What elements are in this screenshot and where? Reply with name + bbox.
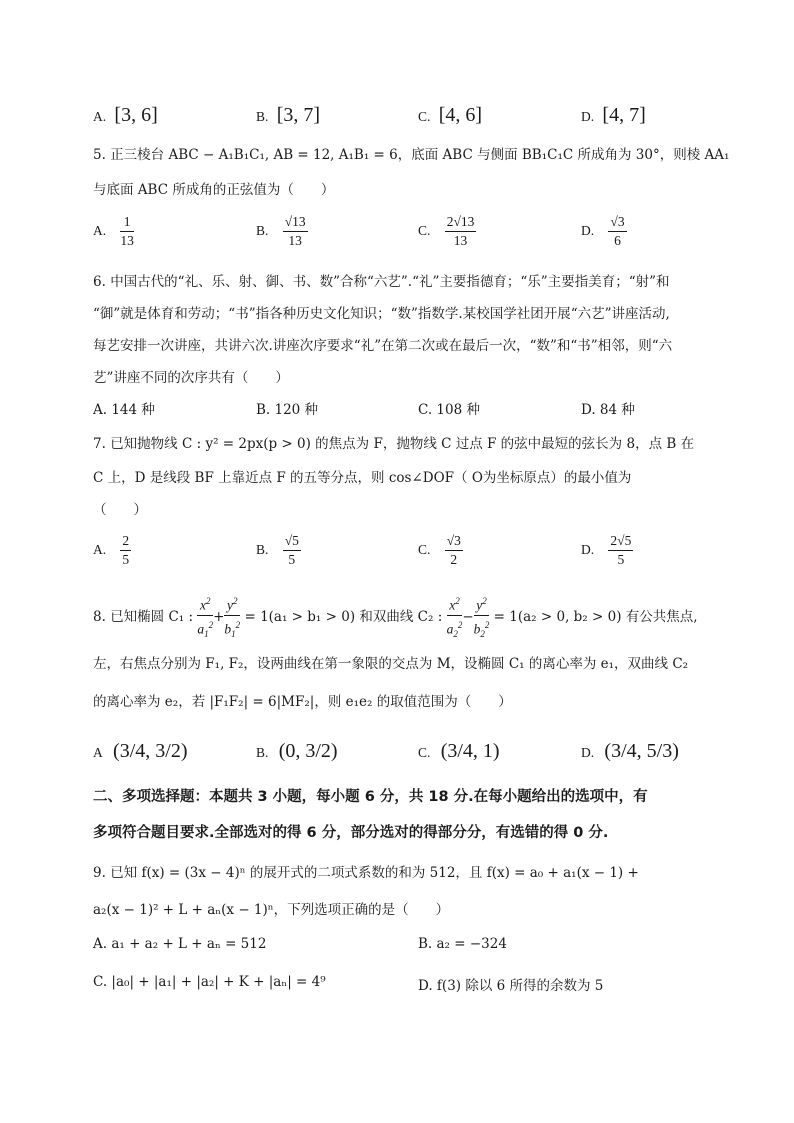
q7-line2: C 上，D 是线段 BF 上靠近点 F 的五等分点，则 cos∠DOF（ O为坐标原点）的最小值为 bbox=[93, 470, 632, 486]
q7-option-d: D. $\frac{2√5}{5}$ bbox=[581, 533, 632, 567]
q6-line4: 艺”讲座不同的次序共有（ ） bbox=[93, 370, 289, 386]
q4-option-a: A. [3, 6] bbox=[93, 104, 158, 126]
q7-option-d-fraction: $\frac{2√5}{5}$ bbox=[610, 533, 632, 567]
q8-hyperbola-term-x: $\frac{x^2}{a_2^2}$ bbox=[447, 592, 463, 643]
q6-option-d: D. 84 种 bbox=[581, 402, 635, 418]
q5-option-c: C. $\frac{2√13}{13}$ bbox=[418, 214, 475, 248]
q7-option-c-fraction: $\frac{√3}{2}$ bbox=[446, 533, 461, 567]
q8-option-b: B. (0, 3/2) bbox=[256, 740, 338, 762]
q4-option-d: D. [4, 7] bbox=[581, 104, 646, 126]
section2-heading-line1: 二、多项选择题：本题共 3 小题，每小题 6 分，共 18 分.在每小题给出的选项中，有 bbox=[93, 789, 648, 805]
q7-number: 7. bbox=[93, 436, 106, 452]
q4-option-a-value: [3, 6] bbox=[114, 104, 158, 126]
q6-number: 6. bbox=[93, 274, 106, 290]
section2-heading-line2: 多项符合题目要求.全部选对的得 6 分，部分选对的得部分分，有选错的得 0 分. bbox=[93, 825, 609, 841]
q6-option-c: C. 108 种 bbox=[418, 402, 480, 418]
q7-option-a: A. $\frac{2}{5}$ bbox=[93, 533, 130, 567]
q6-line2: “御”就是体育和劳动；“书”指各种历史文化知识；“数”指数学.某校国学社团开展“六艺”讲座活动, bbox=[93, 306, 670, 322]
q8-ellipse-term-x: $\frac{x^2}{a_1^2}$ bbox=[197, 592, 213, 643]
q4-option-d-value: [4, 7] bbox=[602, 104, 646, 126]
q8-line1: 8. 已知椭圆 C₁ : $\frac{x^2}{a_1^2}$ + $\frac{y^2}{b_1^2}$ = 1(a₁ > b₁ > 0) 和双曲线 C₂ : $\frac{x^2}{a_2^2}$ − $\frac{y^2}{b_2^2}$ = 1(a₂ > 0, b₂ > 0) 有公共焦点, bbox=[93, 592, 698, 643]
q8-option-d: D. (3/4, 5/3) bbox=[581, 740, 679, 762]
q5-text-1: 正三棱台 ABC − A₁B₁C₁, AB = 12, A₁B₁ = 6，底面 ABC 与侧面 BB₁C₁C 所成角为 30°，则棱 AA₁ bbox=[110, 147, 730, 163]
q7-option-a-fraction: $\frac{2}{5}$ bbox=[122, 533, 130, 567]
q6-line1: 6. 中国古代的“礼、乐、射、御、书、数”合称“六艺”.“礼”主要指德育；“乐”主要指美育；“射”和 bbox=[93, 274, 670, 290]
q9-number: 9. bbox=[93, 865, 106, 881]
q8-option-a: A (3/4, 3/2) bbox=[93, 740, 188, 762]
q9-option-b: B. a₂ = −324 bbox=[418, 936, 507, 952]
q4-option-b-value: [3, 7] bbox=[276, 104, 321, 126]
q7-option-b-fraction: $\frac{√5}{5}$ bbox=[284, 533, 299, 567]
q5-option-d-fraction: $\frac{√3}{6}$ bbox=[610, 214, 625, 248]
q5-option-b: B. $\frac{√13}{13}$ bbox=[256, 214, 306, 248]
q8-line3: 的离心率为 e₂，若 |F₁F₂| = 6|MF₂|，则 e₁e₂ 的取值范围为（ ） bbox=[93, 694, 512, 710]
q8-hyperbola-term-y: $\frac{y^2}{b_2^2}$ bbox=[474, 592, 490, 643]
q4-option-b: B. [3, 7] bbox=[256, 104, 321, 126]
q5-option-b-fraction: $\frac{√13}{13}$ bbox=[284, 214, 306, 248]
q7-line1: 7. 已知抛物线 C : y² = 2px(p > 0) 的焦点为 F，抛物线 C 过点 F 的弦中最短的弦长为 8，点 B 在 bbox=[93, 436, 695, 452]
q5-option-c-fraction: $\frac{2√13}{13}$ bbox=[446, 214, 475, 248]
q5-option-d: D. $\frac{√3}{6}$ bbox=[581, 214, 625, 248]
q6-option-b: B. 120 种 bbox=[256, 402, 319, 418]
q4-option-c-value: [4, 6] bbox=[438, 104, 483, 126]
q5-option-a-fraction: $\frac{1}{13}$ bbox=[120, 214, 134, 248]
q8-number: 8. bbox=[93, 608, 106, 625]
q7-option-c: C. $\frac{√3}{2}$ bbox=[418, 533, 461, 567]
q5-number: 5. bbox=[93, 147, 106, 163]
q9-option-a: A. a₁ + a₂ + L + aₙ = 512 bbox=[93, 936, 267, 952]
q6-line3: 每艺安排一次讲座，共讲六次.讲座次序要求“礼”在第二次或在最后一次，“数”和“书”相邻，则“六 bbox=[93, 338, 673, 354]
q8-line2: 左，右焦点分别为 F₁, F₂，设两曲线在第一象限的交点为 M，设椭圆 C₁ 的离心率为 e₁，双曲线 C₂ bbox=[93, 656, 689, 672]
q8-option-c: C. (3/4, 1) bbox=[418, 740, 500, 762]
q9-line1: 9. 已知 f(x) = (3x − 4)ⁿ 的展开式的二项式系数的和为 512，且 f(x) = a₀ + a₁(x − 1) + bbox=[93, 865, 639, 881]
q6-option-a: A. 144 种 bbox=[93, 402, 155, 418]
q7-option-b: B. $\frac{√5}{5}$ bbox=[256, 533, 299, 567]
q5-line1 bbox=[93, 143, 729, 163]
q9-option-d: D. f(3) 除以 6 所得的余数为 5 bbox=[418, 978, 604, 994]
q7-line3: （ ） bbox=[93, 502, 147, 518]
q8-ellipse-term-y: $\frac{y^2}{b_1^2}$ bbox=[224, 592, 240, 643]
q5-line2: 与底面 ABC 所成角的正弦值为（ ） bbox=[93, 182, 335, 198]
q5-option-a: A. $\frac{1}{13}$ bbox=[93, 214, 134, 248]
q4-option-c: C. [4, 6] bbox=[418, 104, 483, 126]
q9-option-c: C. |a₀| + |a₁| + |a₂| + K + |aₙ| = 4⁹ bbox=[93, 974, 326, 990]
q9-line2: a₂(x − 1)² + L + aₙ(x − 1)ⁿ，下列选项正确的是（ ） bbox=[93, 902, 450, 918]
